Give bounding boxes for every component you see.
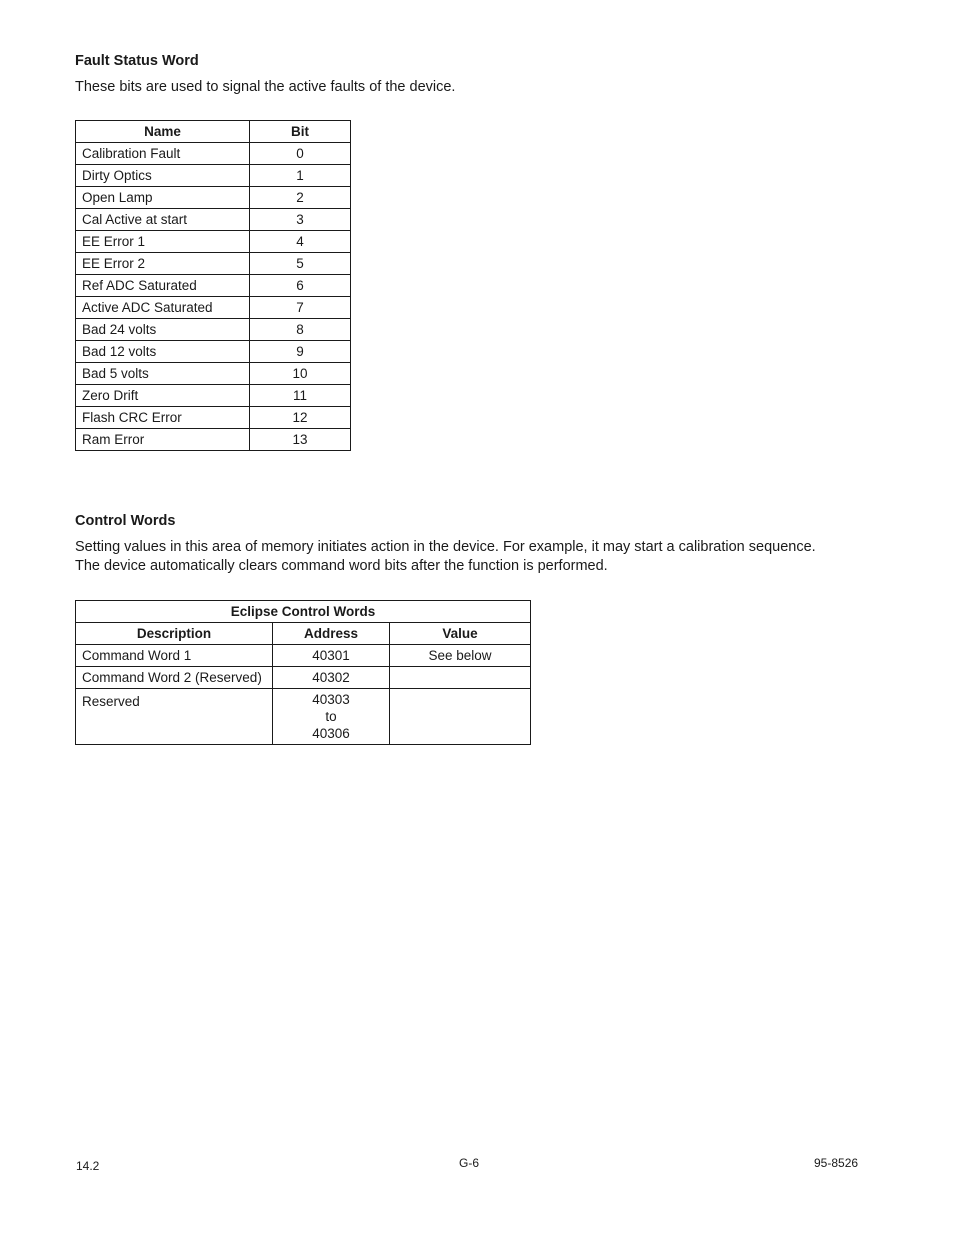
fault-bit: 4 bbox=[250, 231, 351, 253]
control-description: Reserved bbox=[76, 689, 273, 745]
table-row bbox=[76, 209, 351, 231]
table-title: Eclipse Control Words bbox=[76, 601, 531, 623]
table-row bbox=[76, 187, 351, 209]
control-address: 40301 bbox=[273, 645, 390, 667]
address-range-end: 40306 bbox=[312, 726, 350, 741]
fault-status-table bbox=[75, 120, 351, 451]
control-description: Command Word 1 bbox=[76, 645, 273, 667]
fault-name: Bad 12 volts bbox=[76, 341, 250, 363]
fault-name: Dirty Optics bbox=[76, 165, 250, 187]
fault-bit: 7 bbox=[250, 297, 351, 319]
fault-bit: 10 bbox=[250, 363, 351, 385]
table-row bbox=[76, 253, 351, 275]
column-header-name: Name bbox=[76, 121, 250, 143]
fault-bit: 6 bbox=[250, 275, 351, 297]
table-row bbox=[76, 165, 351, 187]
fault-bit: 0 bbox=[250, 143, 351, 165]
table-row bbox=[76, 689, 531, 745]
fault-name: Active ADC Saturated bbox=[76, 297, 250, 319]
fault-name: Zero Drift bbox=[76, 385, 250, 407]
table-row bbox=[76, 429, 351, 451]
footer-document-number: 95-8526 bbox=[814, 1156, 859, 1170]
control-address-range bbox=[273, 689, 390, 745]
control-words-title: Control Words bbox=[75, 513, 176, 529]
fault-name: Ram Error bbox=[76, 429, 250, 451]
table-title-row bbox=[76, 601, 531, 623]
fault-name: Bad 5 volts bbox=[76, 363, 250, 385]
control-words-description-line-1: Setting values in this area of memory initiates action in the device. For example, it may start a calibration sequence. bbox=[75, 539, 816, 555]
fault-name: EE Error 1 bbox=[76, 231, 250, 253]
table-row bbox=[76, 143, 351, 165]
fault-name: Cal Active at start bbox=[76, 209, 250, 231]
table-header-row bbox=[76, 121, 351, 143]
column-header-value: Value bbox=[390, 623, 531, 645]
column-header-address: Address bbox=[273, 623, 390, 645]
fault-bit: 12 bbox=[250, 407, 351, 429]
fault-name: Flash CRC Error bbox=[76, 407, 250, 429]
address-range-start: 40303 bbox=[312, 692, 350, 707]
table-row bbox=[76, 297, 351, 319]
fault-bit: 13 bbox=[250, 429, 351, 451]
table-row bbox=[76, 385, 351, 407]
table-row bbox=[76, 667, 531, 689]
footer-revision: 14.2 bbox=[76, 1159, 100, 1173]
control-address: 40302 bbox=[273, 667, 390, 689]
fault-name: Open Lamp bbox=[76, 187, 250, 209]
fault-bit: 11 bbox=[250, 385, 351, 407]
fault-bit: 9 bbox=[250, 341, 351, 363]
control-description: Command Word 2 (Reserved) bbox=[76, 667, 273, 689]
control-value bbox=[390, 689, 531, 745]
column-header-description: Description bbox=[76, 623, 273, 645]
fault-bit: 5 bbox=[250, 253, 351, 275]
fault-name: Bad 24 volts bbox=[76, 319, 250, 341]
fault-status-description: These bits are used to signal the active faults of the device. bbox=[75, 79, 456, 95]
fault-name: EE Error 2 bbox=[76, 253, 250, 275]
fault-name: Calibration Fault bbox=[76, 143, 250, 165]
column-header-bit: Bit bbox=[250, 121, 351, 143]
fault-bit: 8 bbox=[250, 319, 351, 341]
fault-name: Ref ADC Saturated bbox=[76, 275, 250, 297]
address-range-to: to bbox=[325, 709, 337, 724]
table-row bbox=[76, 363, 351, 385]
fault-bit: 2 bbox=[250, 187, 351, 209]
table-row bbox=[76, 231, 351, 253]
fault-bit: 3 bbox=[250, 209, 351, 231]
table-row bbox=[76, 319, 351, 341]
control-value: See below bbox=[390, 645, 531, 667]
footer-page-number: G-6 bbox=[459, 1156, 480, 1170]
fault-bit: 1 bbox=[250, 165, 351, 187]
control-words-table bbox=[75, 600, 531, 745]
control-value bbox=[390, 667, 531, 689]
fault-status-title: Fault Status Word bbox=[75, 53, 199, 69]
table-row bbox=[76, 341, 351, 363]
table-row bbox=[76, 645, 531, 667]
table-row bbox=[76, 275, 351, 297]
control-words-description-line-2: The device automatically clears command word bits after the function is performed. bbox=[75, 558, 608, 574]
table-header-row bbox=[76, 623, 531, 645]
table-row bbox=[76, 407, 351, 429]
